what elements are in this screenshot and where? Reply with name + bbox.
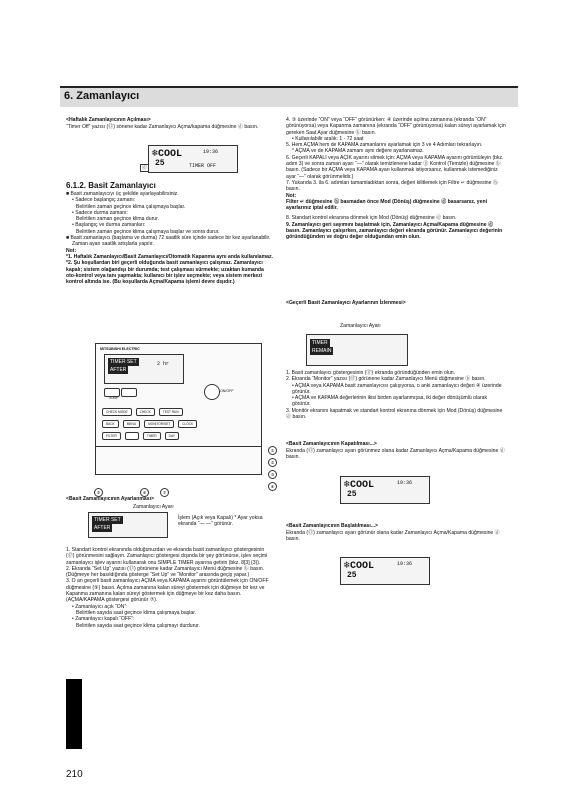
remote-controller-diagram	[95, 343, 262, 475]
callout-marker: ③	[268, 470, 277, 479]
callout-marker: ②	[268, 458, 277, 467]
start-heading: <Basit Zamanlayıcının Başlatılması...>	[286, 523, 379, 529]
note-title: Not:	[66, 247, 77, 254]
lcd-mode-icon: ❄COOL	[152, 149, 183, 160]
simple-timer-bullets	[66, 191, 274, 285]
step-text: 2. Ekranda “Set Up” yazısı (⑰) görünene kadar Zamanlayıcı Menü düğmesine ⓑ basın. (Düğmeye her basıldığında gösterge “Set Up” ve “Monitor” arasında geçiş yapar.)	[66, 565, 265, 579]
lcd-weekly-timer	[148, 145, 238, 173]
step-text: Belirtilen sayıda saat geçince klima çalışmaya başlar.	[76, 609, 197, 616]
blank-button[interactable]	[125, 432, 139, 440]
off-text: Ekranda (⑰) zamanlayıcı ayarı görünmez olana kadar Zamanlayıcı Açma/Kapama düğmesine ⓓ basın.	[286, 448, 505, 461]
callout-marker: ⑦	[160, 488, 169, 497]
setting-side-text: İşlem (Açık veya Kapalı) * Ayar yoksa ekranda “— —” görünür.	[178, 515, 263, 528]
day-button[interactable]: DAY	[165, 432, 179, 440]
step-text: 2. Ekranda “Monitor” yazısı (⑰) görünene kadar Zamanlayıcı Menü düğmesine ⓑ basın.	[286, 376, 486, 383]
view-heading: <Geçerli Basit Zamanlayıcı Ayarlarının İzlenmesi>	[286, 300, 406, 306]
section-title: 6.1.2. Basit Zamanlayıcı	[66, 181, 156, 190]
right-steps	[286, 117, 506, 241]
lcd-mode: COOL	[350, 480, 375, 491]
clock-button[interactable]: CLOCK	[178, 420, 197, 428]
button-row-3	[102, 432, 252, 440]
brand-logo: MITSUBISHI ELECTRIC	[100, 347, 140, 351]
weekly-timer-heading: <Haftalık Zamanlayıcının Açılması>	[66, 117, 151, 123]
off-lcd	[340, 476, 430, 504]
bullet-text: ■ Basit zamanlayıcıyı üç şekilde ayarlayabilirsiniz.	[66, 191, 179, 197]
lcd-temp: 25	[347, 490, 357, 499]
side-tab-marker	[66, 679, 82, 749]
lcd-mode: COOL	[350, 561, 375, 572]
step-text: • Zamanlayıcı açık “ON”:	[72, 603, 128, 610]
bullet-text: Belirtilen zaman geçince klima çalışmaya başlar ve sonra durur.	[76, 228, 220, 235]
step-text: 9. Zamanlayıcı geri sayımını başlatmak için, Zamanlayıcı Açma/Kapama düğmesine ⓓ basın. Zamanlayıcı çalışırken, zamanlayıcı değeri ekranda görünür. Zamanlayıcı değerinin göründüğünden ve doğru değer olduğundan emin olun.	[286, 221, 503, 241]
remote-lcd	[104, 354, 184, 384]
lcd-time: 19:36	[203, 149, 219, 155]
page-number: 210	[66, 769, 83, 780]
step-text: • Kullanılabilir aralık: 1 - 72 saat	[292, 135, 364, 142]
lcd-temp: 25	[347, 571, 357, 580]
lcd-time: 19:36	[397, 480, 413, 486]
lcd-timer-set: TIMER SET	[94, 517, 121, 523]
step-text: 3. Monitör ekranını kapatmak ve standart kontrol ekranına dönmek için Mod (Dönüş) düğmesine ⓓ basın.	[286, 407, 503, 421]
check-mode-button[interactable]: CHECK MODE	[102, 408, 132, 416]
check-button[interactable]: CHECK	[136, 408, 155, 416]
step-text: • AÇMA veya KAPAMA basit zamanlayıcısı çalışıyorsa, o anki zamanlayıcı değeri ④ üzerinde görünür.	[292, 382, 502, 395]
start-lcd	[340, 557, 430, 585]
step-text: Belirtilen sayıda saat geçince klima çalışmayı durdurur.	[76, 622, 201, 629]
setting-heading: <Basit Zamanlayıcının Ayarlanması>	[66, 496, 154, 502]
step-text: • Zamanlayıcı kapalı “OFF”:	[72, 616, 135, 623]
step-text: 6. Geçerli KAPALI veya AÇIK ayarını silmek için: AÇMA veya KAPAMA ayarını görüntüleyin (bkz. adım 3) ve sonra zaman ayarı “—” olarak temizlenene kadar ⓖ Kontrol (Temizle) düğmesine ⓑ basın. (Sadece bir AÇMA veya KAPAMA ayarı kullanmak istiyorsanız, kullanmak istemediğiniz ayar “—” olarak görünmelidir.)	[286, 154, 504, 180]
step-text: 4. ③ üzerinde “ON” veya “OFF” görünürken: ④ üzerinde açılma zamanına (ekranda “ON” görünüyorsa) veya Kapanma zamanına (ekranda “OFF” görünüyorsa) kalan süreyi ayarlamak için gereken Saat Ayar düğmesine ⓑ basın.	[286, 117, 506, 136]
temp-up-button[interactable]	[121, 388, 137, 397]
lcd-temp: 25	[155, 159, 165, 168]
page-header	[60, 86, 518, 107]
menu-button[interactable]: MENU	[123, 420, 140, 428]
bullet-text: • Sadece başlangıç zamanı:	[72, 197, 136, 204]
callout-marker: ④	[268, 482, 277, 491]
lcd-after: AFTER	[110, 367, 127, 373]
lcd-remain: REMAIN	[312, 348, 332, 354]
lcd-after: AFTER	[94, 525, 111, 531]
step-text: 3. O an geçerli basit zamanlayıcı AÇMA veya KAPAMA ayarını görüntülemek için ON/OFF düğmesine (⑨) basın. Açılma zamanına kalan süreyi göstermek için düğmeye bir kez ve Kapanma zamanına kalan süreyi göstermek için düğmeye bir kez daha basın. (AÇMA/KAPAMA göstergesi görünür ⑦).	[66, 578, 269, 604]
step-text: 7. Yukarıda 3. ila 6. adımları tamamladıktan sonra, değeri kilitlemek için Filtre ↵ düğmesine ⓗ basın.	[286, 179, 498, 193]
onoff-label: ON/OFF	[220, 389, 234, 393]
callout-marker: ⓓ	[141, 165, 147, 171]
lcd-mode-icon: ❄COOL	[344, 561, 375, 572]
view-lcd	[306, 334, 408, 366]
bullet-text: • Başlangıç ve durma zamanları:	[72, 222, 146, 229]
bullet-text: Belirtilen zaman geçince klima çalışmaya başlar.	[76, 203, 186, 210]
callout-marker: ①	[268, 446, 277, 455]
setting-lcd	[88, 512, 168, 538]
bullet-text: ■ Basit zamanlayıcı (başlama ve durma) 72 saatlik süre içinde sadece bir kez ayarlanabilir.	[66, 235, 271, 242]
callout-marker: ⑥	[140, 488, 149, 497]
lcd-hours: 2 hr	[157, 361, 170, 367]
lcd-time: 19:36	[397, 561, 413, 567]
note-text: *1. Haftalık Zamanlayıcı/Basit Zamanlayıcı/Otomatik Kapanma aynı anda kullanılamaz.	[66, 253, 273, 260]
step-text: 1. Standart kontrol ekranında olduğunuzdan ve ekranda basit zamanlayıcı göstergesinin (⑰) görünmesini sağlayın. Zamanlayıcı göstergesi dışında bir şey görünürse, işlev seçimi zamanlayıcı işlev ayarını kullanarak onu SIMPLE TIMER ayarına getirin (bkz. 8[3] (3)).	[66, 547, 268, 566]
setting-steps	[66, 547, 274, 629]
step-text: 5. Hem AÇMA hem de KAPAMA zamanlarını ayarlamak için 3 ve 4 Adımları tekrarlayın.	[286, 142, 483, 149]
note-title: Not:	[286, 192, 297, 199]
callout-marker: ⑤	[94, 488, 103, 497]
note-text: *2. Şu koşullardan biri geçerli olduğunda basit zamanlayıcı çalışmaz. Zamanlayıcı kapalı; sistem olağandışı bir durumda; test çalışması sürmekte; uzaktan kumanda oto-kontrol veya tanı yapmakta; kullanıcı bir işlev seçmekte; veya sistem merkezi kontrol altında ise. (Bu koşullarda Açma/Kapama işlemi devre dışıdır.)	[66, 260, 264, 286]
note-text: Filter ↵ düğmesine ⓗ basmadan önce Mod (Dönüş) düğmesine ⓓ basarsanız, yeni ayarlarınız iptal edilir.	[286, 198, 487, 212]
back-button[interactable]: BACK	[102, 420, 119, 428]
step-text: * AÇMA ve de KAPAMA zamanı aynı değere ayarlanamaz.	[292, 148, 424, 155]
weekly-timer-text: “Timer Off” yazısı (⑰) sönene kadar Zamanlayıcı Açma/kapama düğmesine ⓓ basın.	[66, 124, 259, 130]
timer-button[interactable]: TIMER	[143, 432, 161, 440]
button-row-1	[102, 408, 252, 416]
step-text: 8. Standart kontrol ekranına dönmek için Mod (Dönüş) düğmesine ⓓ basın.	[286, 215, 457, 222]
page-title: 6. Zamanlayıcı	[64, 90, 140, 102]
setting-label: Zamanlayıcı Ayarı	[133, 504, 174, 510]
lcd-status: TIMER OFF	[189, 163, 217, 169]
lcd-timer-set: TIMER SET	[110, 359, 137, 365]
lcd-mode-icon: ❄COOL	[344, 480, 375, 491]
view-label: Zamanlayıcı Ayarı	[340, 323, 381, 329]
step-text: • AÇMA ve KAPAMA değerlerinin ikisi birden ayarlanmışsa, iki değer dönüşümlü olarak görünür.	[292, 395, 488, 408]
lcd-timer: TIMER	[312, 340, 328, 346]
temp-label: TEMP.	[108, 396, 119, 400]
bullet-text: Belirtilen zaman geçince klima durur.	[76, 216, 159, 223]
button-row-2	[102, 420, 252, 428]
test-run-button[interactable]: TEST RUN	[159, 408, 183, 416]
off-heading: <Basit Zamanlayıcının Kapatılması...>	[286, 441, 377, 447]
onoff-button[interactable]	[204, 384, 220, 400]
bullet-text: Zaman ayarı saatlik artışlarla yapılır.	[72, 241, 154, 248]
view-steps	[286, 370, 506, 420]
monitor-set-button[interactable]: MONITOR/SET	[144, 420, 174, 428]
filter-button[interactable]: FILTER	[102, 432, 121, 440]
divider	[96, 446, 261, 447]
step-text: 1. Basit zamanlayıcı göstergesinin (⑰) ekranda göründüğünden emin olun.	[286, 370, 456, 376]
start-text: Ekranda (⑰) zamanlayıcı ayarı görünür olana kadar Zamanlayıcı Açma/Kapama düğmesine ⓓ basın.	[286, 530, 500, 543]
bullet-text: • Sadece durma zamanı:	[72, 209, 128, 216]
